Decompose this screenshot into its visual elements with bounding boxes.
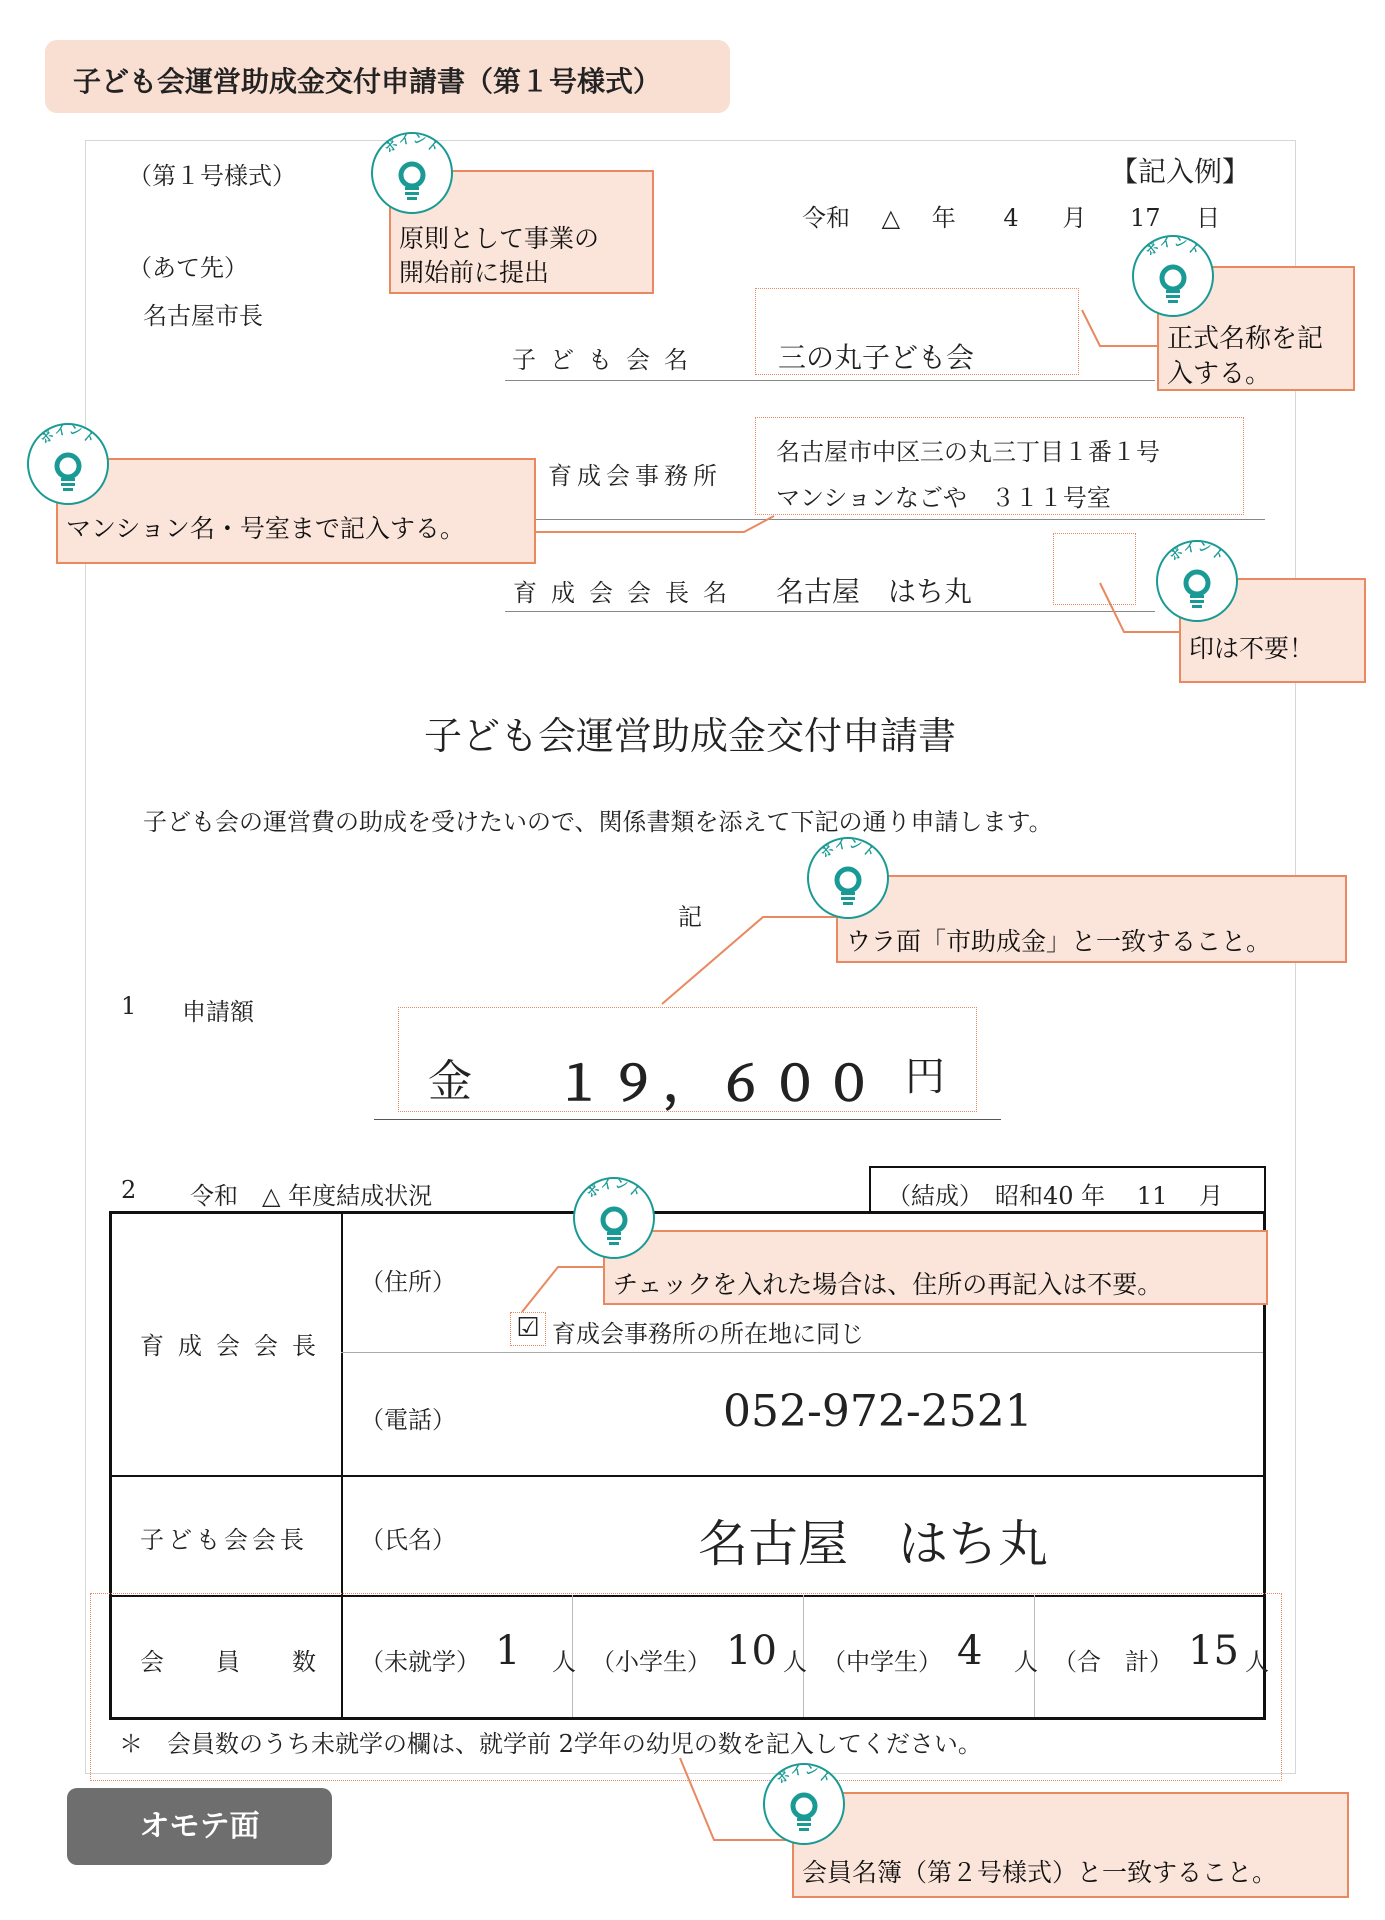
ki-label: 記 [678, 903, 702, 931]
member-count-label: （未就学） [360, 1648, 480, 1676]
date-day-unit: 日 [1196, 204, 1221, 232]
addressee: 名古屋市長 [143, 302, 263, 330]
badge-label: ポイント [773, 1762, 835, 1788]
date-era: 令和 [802, 204, 850, 232]
club-name-label: 子ども会名 [512, 346, 702, 374]
callout-mansion: マンション名・号室まで記入する。 [56, 458, 536, 564]
name-label: （氏名） [360, 1526, 456, 1554]
office-address-line2[interactable]: マンションなごや ３１１号室 [776, 484, 1111, 512]
badge-label: ポイント [583, 1176, 645, 1202]
badge-label: ポイント [1166, 539, 1228, 565]
amount-underline [374, 1119, 1001, 1120]
badge-label: ポイント [817, 836, 879, 862]
badge-label: ポイント [381, 131, 443, 157]
club-name-underline [505, 380, 1155, 381]
members-highlight [90, 1593, 1282, 1781]
badge-label: ポイント [1142, 234, 1204, 260]
note-text: ＊ 会員数のうち未就学の欄は、就学前 2学年の幼児の数を記入してください。 [119, 1730, 982, 1758]
point-badge-icon [806, 836, 890, 920]
callout-member-list: 会員名簿（第２号様式）と一致すること。 [792, 1792, 1349, 1898]
ikusei-president-head: 育成会会長 [140, 1332, 330, 1360]
section2-label: 令和 △ 年度結成状況 [190, 1182, 433, 1210]
callout-no-seal: 印は不要！ [1179, 578, 1366, 683]
member-count-label: （小学生） [591, 1648, 711, 1676]
amount-value[interactable]: １９，６００ [555, 1056, 880, 1112]
date-day: 17 [1129, 204, 1161, 232]
office-address-line1[interactable]: 名古屋市中区三の丸三丁目１番１号 [776, 438, 1160, 466]
member-count-unit: 人 [1014, 1648, 1038, 1676]
address-label: （住所） [360, 1268, 456, 1296]
example-tag: 【記入例】 [1110, 155, 1251, 188]
document-heading: 子ども会運営助成金交付申請書 [423, 714, 956, 758]
member-count-unit: 人 [783, 1648, 807, 1676]
same-address-label: 育成会事務所の所在地に同じ [552, 1320, 864, 1348]
date-line [802, 198, 1222, 233]
date-month: 4 [1003, 204, 1019, 232]
section1-label: 申請額 [182, 998, 254, 1026]
member-count-unit: 人 [552, 1648, 576, 1676]
president-name[interactable]: 名古屋 はち丸 [776, 575, 973, 608]
front-side-button[interactable]: オモテ面 [67, 1788, 332, 1865]
president-label: 育成会会長名 [513, 579, 741, 607]
point-badge-icon [26, 422, 110, 506]
members-head: 会 員 数 [140, 1648, 330, 1676]
page-title: 子ども会運営助成金交付申請書（第１号様式） [45, 40, 730, 113]
member-count-value[interactable]: 1 [495, 1628, 521, 1674]
date-year-unit: 年 [931, 204, 956, 232]
same-address-checkbox[interactable]: ☑ [510, 1312, 546, 1346]
member-count-value[interactable]: 15 [1188, 1628, 1239, 1674]
member-count-label: （中学生） [822, 1648, 942, 1676]
point-badge-icon [1131, 234, 1215, 318]
point-badge-icon [762, 1762, 846, 1846]
member-count-unit: 人 [1245, 1648, 1269, 1676]
callout-checkbox: チェックを入れた場合は、住所の再記入は不要。 [603, 1230, 1268, 1305]
phone-value[interactable]: 052-972-2521 [723, 1386, 1033, 1437]
kodomo-president-name[interactable]: 名古屋 はち丸 [698, 1515, 1048, 1573]
section1-number: 1 [121, 992, 137, 1020]
callout-official-name: 正式名称を記 入する。 [1157, 266, 1355, 391]
member-count-label: （合 計） [1053, 1648, 1173, 1676]
point-badge-icon [370, 131, 454, 215]
member-count-value[interactable]: 10 [726, 1628, 777, 1674]
office-label: 育成会事務所 [548, 462, 722, 490]
point-badge-icon [572, 1176, 656, 1260]
amount-suffix: 円 [905, 1054, 945, 1100]
kodomo-president-head: 子ども会会長 [140, 1526, 308, 1554]
point-badge-icon [1155, 539, 1239, 623]
president-underline [505, 611, 1155, 612]
club-name-value[interactable]: 三の丸子ども会 [778, 341, 975, 374]
section2-number: 2 [121, 1176, 137, 1204]
seal-box [1053, 533, 1136, 605]
office-underline [535, 519, 1265, 520]
callout-submit-before: 原則として事業の 開始前に提出 [389, 170, 654, 294]
amount-prefix: 金 [428, 1056, 472, 1107]
body-text: 子ども会の運営費の助成を受けたいので、関係書類を添えて下記の通り申請します。 [143, 808, 1053, 836]
date-month-unit: 月 [1062, 204, 1087, 232]
date-year: △ [881, 204, 901, 232]
badge-label: ポイント [37, 422, 99, 448]
member-count-value[interactable]: 4 [957, 1628, 983, 1674]
founded-date[interactable]: （結成） 昭和40 年 11 月 [869, 1166, 1266, 1212]
phone-label: （電話） [360, 1406, 456, 1434]
form-number: （第１号様式） [128, 162, 296, 190]
addressee-label: （あて先） [128, 254, 248, 282]
callout-match-back: ウラ面「市助成金」と一致すること。 [836, 875, 1347, 963]
